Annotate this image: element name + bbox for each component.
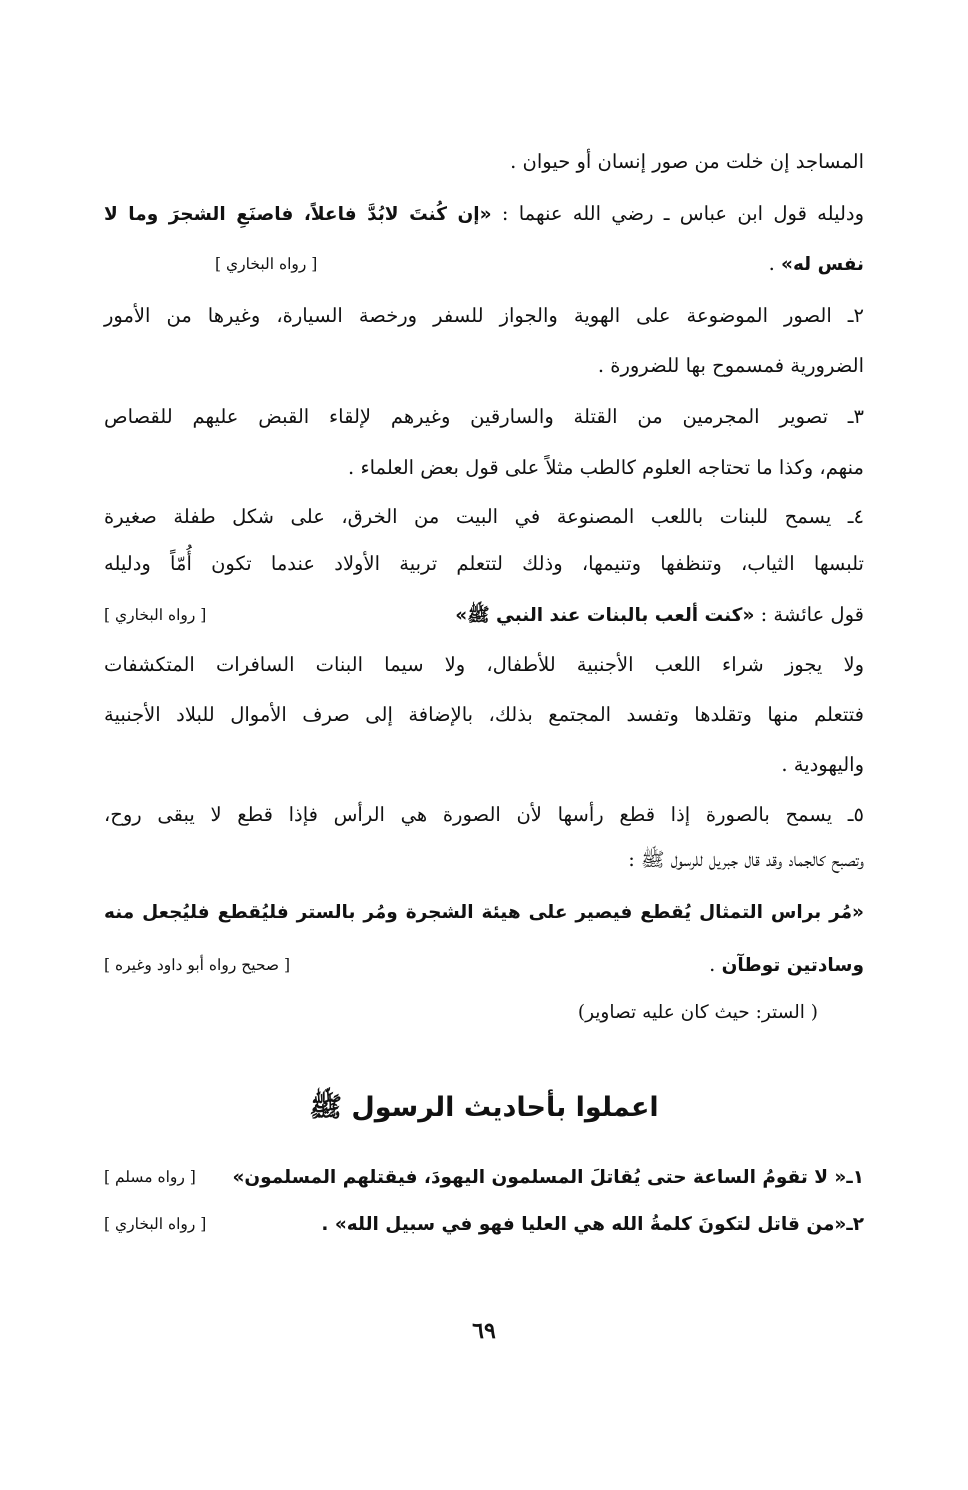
- hadith-item: [104, 1207, 864, 1242]
- source-reference: [ رواه البخاري ]: [104, 1215, 207, 1233]
- paragraph-line: واليهودية .: [781, 753, 864, 776]
- paragraph-line: ٢ـ الصور الموضوعة على الهوية والجواز للسفر ورخصة السيارة، وغيرها من الأمور: [104, 304, 864, 327]
- paragraph-line: تلبسها الثياب، وتنظفها وتنيمها، وذلك لتتعلم تربية الأولاد عندما تكون أُمّاً ودليله: [104, 552, 864, 575]
- source-reference: [ صحيح رواه أبو داود وغيره ]: [104, 956, 291, 974]
- paragraph-line: فتتعلم منها وتقلدها وتفسد المجتمع بذلك، بالإضافة إلى صرف الأموال للبلاد الأجنبية: [104, 703, 864, 726]
- paragraph-line: ٥ـ يسمح بالصورة إذا قطع رأسها لأن الصورة هي الرأس فإذا قطع لا يبقى روح،: [104, 803, 864, 826]
- section-heading: اعملوا بأحاديث الرسول ﷺ: [309, 1092, 659, 1123]
- paragraph-line: ولا يجوز شراء اللعب الأجنبية للأطفال، ولا سيما البنات السافرات المتكشفات: [104, 653, 864, 676]
- hadith-quote: «كنت ألعب بالبنات عند النبي ﷺ»: [455, 605, 755, 626]
- source-reference: [ رواه البخاري ]: [215, 255, 318, 273]
- narrator-intro: قول عائشة :: [754, 603, 864, 626]
- paragraph-line: الضرورية فمسموح بها للضرورة .: [597, 354, 864, 377]
- hadith-text: ١ـ« لا تقومُ الساعة حتى يُقاتلَ المسلمون اليهودَ، فيقتلهم المسلمون»: [232, 1167, 864, 1188]
- page-number: ٦٩: [472, 1318, 496, 1344]
- paragraph-line: وتصبح كالجماد وقد قال جبريل للرسول ﷺ :: [628, 848, 864, 871]
- paragraph-line: [104, 598, 864, 633]
- footnote-explanation: ( الستر: حيث كان عليه تصاوير): [577, 1002, 818, 1023]
- paragraph-line: [104, 948, 864, 983]
- source-reference: [ رواه البخاري ]: [104, 606, 207, 624]
- paragraph-line: منهم، وكذا ما تحتاجه العلوم كالطب مثلاً على قول بعض العلماء .: [348, 456, 864, 479]
- hadith-quote-end: نفس له»: [781, 254, 864, 275]
- hadith-quote: «إن كُنتَ لابُدَّ فاعلاً، فاصنَعِ الشجرَ وما لا: [104, 204, 492, 225]
- paragraph-line: ٣ـ تصوير المجرمين من القتلة والسارقين وغيرهم لإلقاء القبض عليهم للقصاص: [104, 405, 864, 428]
- evidence-intro: ودليله قول ابن عباس ـ رضي الله عنهما :: [501, 202, 865, 225]
- paragraph-line: [104, 197, 864, 232]
- paragraph-line: [104, 247, 864, 282]
- paragraph-line: ٤ـ يسمح للبنات باللعب المصنوعة في البيت من الخرق، على شكل طفلة صغيرة: [104, 505, 864, 528]
- punctuation: .: [768, 252, 782, 275]
- hadith-item: [104, 1160, 864, 1195]
- source-reference: [ رواه مسلم ]: [104, 1168, 196, 1186]
- hadith-quote-end: وسادتين توطآن: [721, 955, 864, 976]
- paragraph-line: المساجد إن خلت من صور إنسان أو حيوان .: [510, 150, 864, 173]
- hadith-text: ٢ـ«من قاتل لتكونَ كلمةُ الله هي العليا فهو في سبيل الله» .: [321, 1214, 864, 1235]
- punctuation: .: [709, 953, 722, 976]
- hadith-quote: «مُر براس التمثال يُقطع فيصير على هيئة الشجرة ومُر بالستر فليُقطع فليُجعل منه: [104, 902, 864, 923]
